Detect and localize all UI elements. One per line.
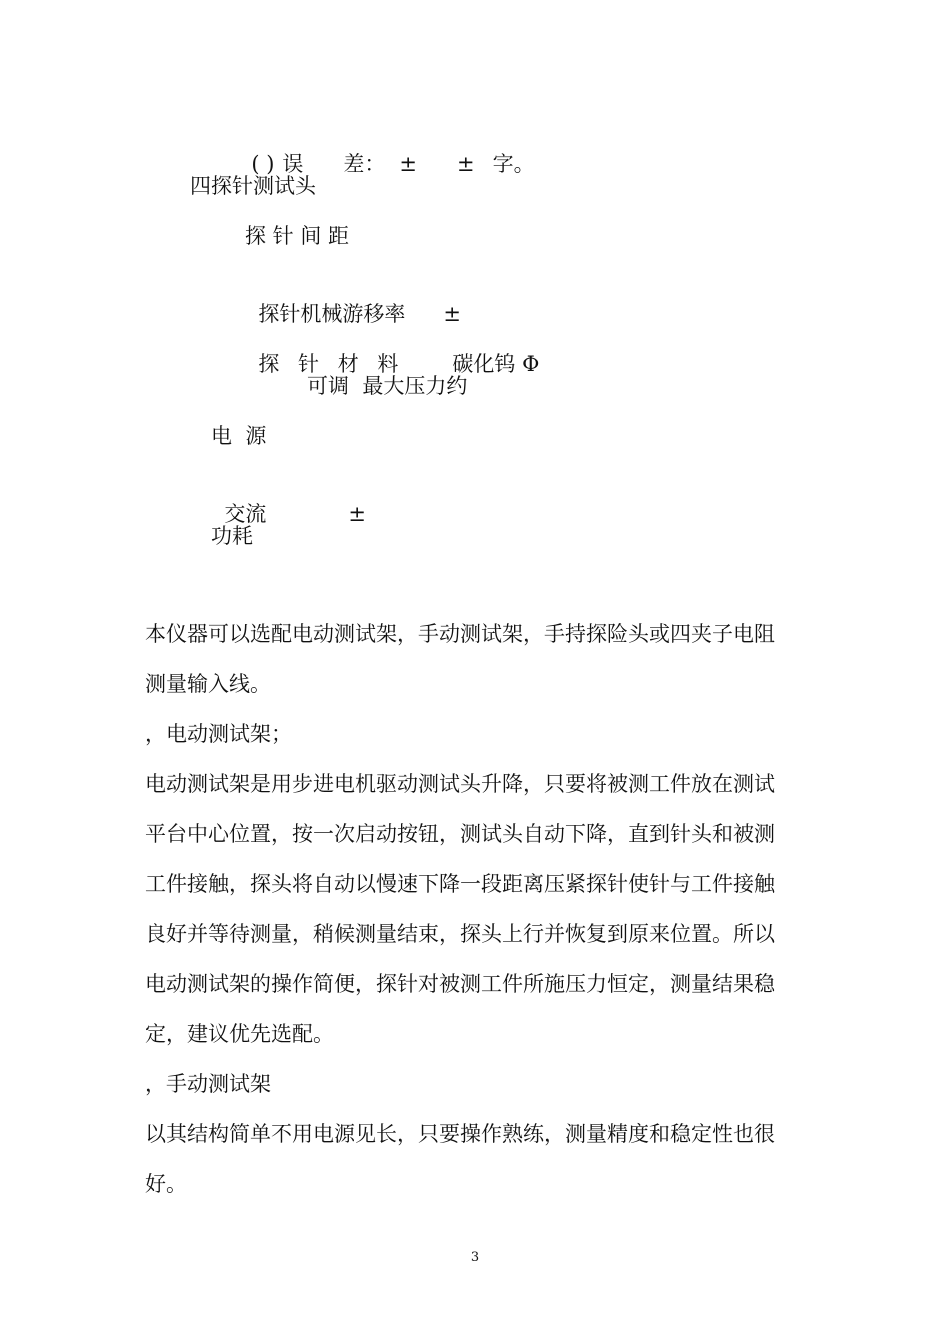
probe-material-line	[245, 322, 539, 378]
motorized-text-line-4: 良好并等待测量，稍候测量结束，探头上行并恢复到原来位置。所以	[145, 922, 775, 946]
page-number: 3	[470, 1250, 480, 1265]
error-paren: ( )	[251, 152, 275, 176]
error-pm-2: ±	[457, 152, 475, 176]
error-unit: 字。	[492, 152, 535, 176]
probe-head-title: 四探针测试头	[190, 174, 316, 198]
motorized-text-line-1: 电动测试架是用步进电机驱动测试头升降，只要将被测工件放在测试	[145, 772, 775, 796]
ac-pm: ±	[348, 502, 366, 526]
manual-heading: ，手动测试架	[145, 1072, 271, 1096]
manual-text-line-1: 以其结构简单不用电源见长，只要操作熟练，测量精度和稳定性也很	[145, 1122, 775, 1146]
error-line	[238, 122, 535, 178]
intro-line-1: 本仪器可以选配电动测试架，手动测试架，手持探险头或四夹子电阻	[145, 622, 775, 646]
probe-wander-pm: ±	[443, 302, 461, 326]
manual-text-line-2: 好。	[145, 1172, 187, 1196]
motorized-text-line-2: 平台中心位置，按一次启动按钮，测试头自动下降，直到针头和被测	[145, 822, 775, 846]
probe-material-label: 探 针 材 料	[258, 352, 405, 376]
motorized-heading: ，电动测试架；	[145, 722, 292, 746]
error-pm-1: ±	[399, 152, 418, 176]
probe-material-value: 碳化钨 Φ	[452, 352, 540, 376]
probe-spacing-label: 探 针 间 距	[245, 224, 350, 248]
ac-label: 交流	[224, 502, 267, 526]
power-label: 电 源	[211, 424, 267, 448]
probe-wander-line	[245, 272, 461, 328]
intro-line-2: 测量输入线。	[145, 672, 271, 696]
probe-wander-label: 探针机械游移率	[258, 302, 406, 326]
motorized-text-line-5: 电动测试架的操作简便，探针对被测工件所施压力恒定，测量结果稳	[145, 972, 775, 996]
error-label-a: 误	[282, 152, 304, 176]
motorized-text-line-3: 工件接触，探头将自动以慢速下降一段距离压紧探针使针与工件接触	[145, 872, 775, 896]
error-label-b: 差：	[343, 152, 386, 176]
power-consumption-label: 功耗	[211, 524, 253, 548]
motorized-text-line-6: 定，建议优先选配。	[145, 1022, 334, 1046]
ac-line	[211, 472, 366, 528]
probe-pressure: 可调 最大压力约	[307, 374, 468, 398]
